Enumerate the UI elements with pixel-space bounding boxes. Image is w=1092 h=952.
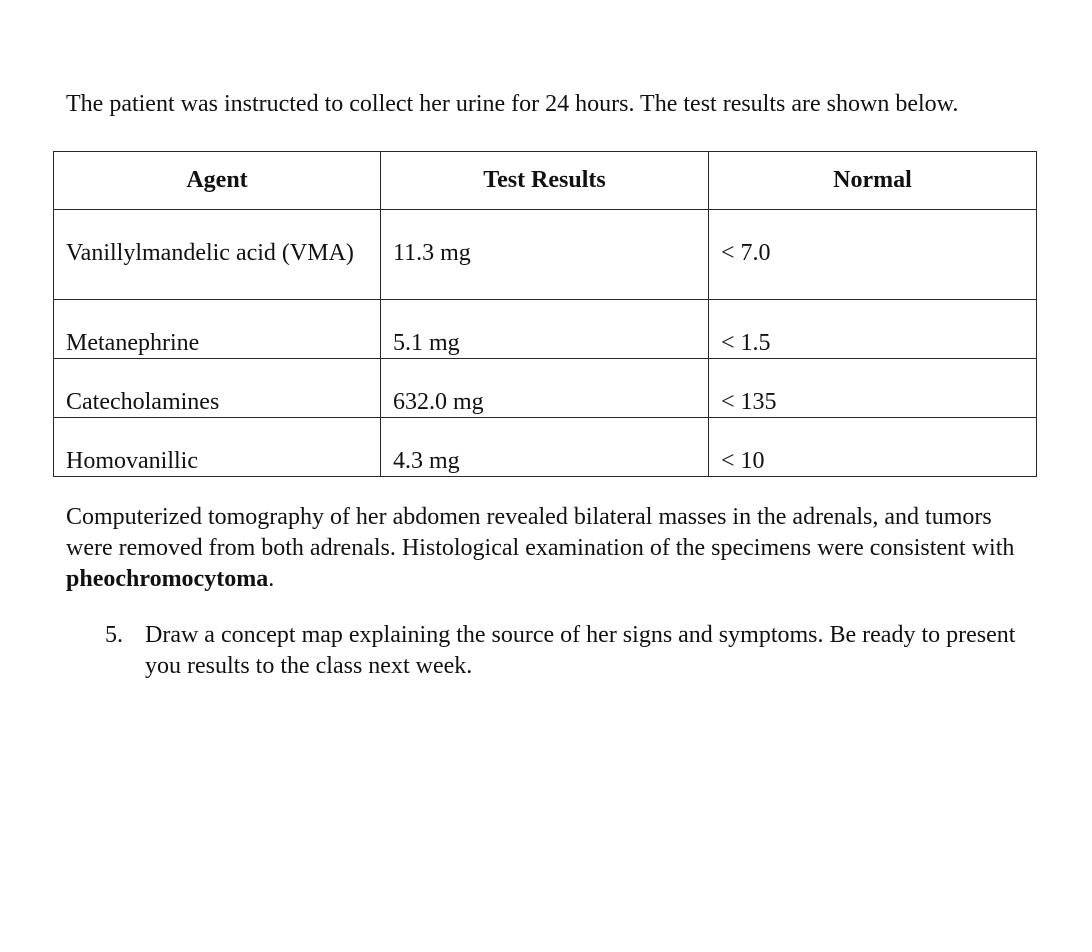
- table-row: [54, 210, 1037, 300]
- table-header-row: [54, 152, 1037, 210]
- cell-result: 11.3 mg: [381, 210, 709, 300]
- table-row: [54, 418, 1037, 477]
- header-agent: Agent: [54, 152, 381, 210]
- cell-agent: Vanillylmandelic acid (VMA): [54, 210, 381, 300]
- cell-agent: Metanephrine: [54, 300, 381, 359]
- cell-result: 4.3 mg: [381, 418, 709, 477]
- header-normal: Normal: [709, 152, 1037, 210]
- cell-agent: Homovanillic: [54, 418, 381, 477]
- cell-normal: < 10: [709, 418, 1037, 477]
- findings-period: .: [268, 566, 275, 592]
- findings-text: Computerized tomography of her abdomen revealed bilateral masses in the adrenals, and tumors were removed from both adrenals. Histological examination of the specimens were consistent with: [66, 504, 1015, 561]
- cell-agent: Catecholamines: [54, 359, 381, 418]
- question-text: Draw a concept map explaining the source of her signs and symptoms. Be ready to present you results to the class next week.: [145, 622, 1016, 679]
- cell-normal: < 135: [709, 359, 1037, 418]
- table-row: [54, 359, 1037, 418]
- question-number: 5.: [105, 622, 123, 648]
- findings-paragraph: [66, 502, 1026, 595]
- urine-test-results-table: [53, 151, 1037, 477]
- intro-paragraph: The patient was instructed to collect her urine for 24 hours. The test results are shown below.: [66, 91, 959, 117]
- cell-normal: < 1.5: [709, 300, 1037, 359]
- cell-normal: < 7.0: [709, 210, 1037, 300]
- cell-result: 632.0 mg: [381, 359, 709, 418]
- question-item: [105, 620, 1025, 682]
- diagnosis-term: pheochromocytoma: [66, 566, 269, 592]
- cell-result: 5.1 mg: [381, 300, 709, 359]
- header-test-results: Test Results: [381, 152, 709, 210]
- table-row: [54, 300, 1037, 359]
